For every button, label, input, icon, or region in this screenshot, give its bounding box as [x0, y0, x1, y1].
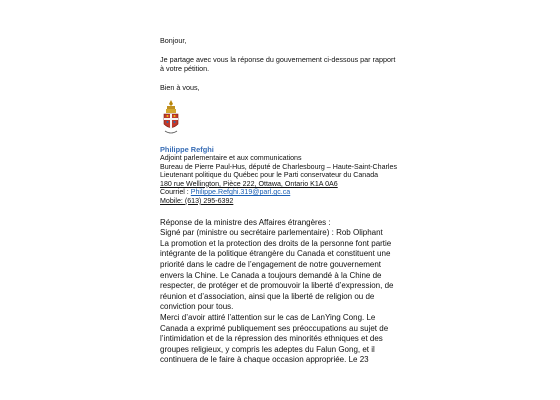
signature-role: Lieutenant politique du Québec pour le Parti conservateur du Canada — [160, 171, 379, 180]
response-paragraph-1: La promotion et la protection des droits de la personne font partie intégrante de la politique étrangère du Canada et constituent une priorité dans le cadre de l’engagement de notre gouvernement envers la Chine. Le Canada a toujours demandé à la Chine de respecter, de protéger et de promouvoir la liberté d’expression, de réunion et d’association, ainsi que la liberté de religion ou de conviction pour tous. — [160, 238, 394, 312]
email-link[interactable]: Philippe.Refghi.319@parl.gc.ca — [190, 188, 291, 197]
signature-mobile: Mobile: (613) 295-6392 — [160, 196, 234, 205]
closing: Bien à vous, — [160, 83, 200, 92]
signature-office: Bureau de Pierre Paul-Hus, député de Charlesbourg – Haute-Saint-Charles — [160, 162, 397, 171]
signature-address: 180 rue Wellington, Pièce 222, Ottawa, Ontario K1A 0A6 — [160, 179, 338, 188]
intro-text: Je partage avec vous la réponse du gouvernement ci-dessous par rapport à votre pétition. — [160, 55, 396, 73]
email-body — [160, 36, 400, 366]
greeting: Bonjour, — [160, 36, 187, 45]
signature-title: Adjoint parlementaire et aux communications — [160, 154, 302, 162]
response-paragraph-2: Merci d’avoir attiré l’attention sur le cas de LanYing Cong. Le Canada a exprimé publiquement ses préoccupations au sujet de l’intimidation et de la répression des minorités ethniques et des groupes religieux, y compris les adeptes du Falun Gong, et il continuera de le faire à chaque occasion appropriée. Le 23 — [160, 312, 389, 365]
response-heading: Réponse de la ministre des Affaires étrangères : — [160, 217, 331, 227]
signature-name: Philippe Refghi — [160, 145, 214, 154]
response-signed-by: Signé par (ministre ou secrétaire parlementaire) : Rob Oliphant — [160, 228, 383, 238]
house-of-commons-crest-icon — [160, 98, 182, 138]
email-label: Courriel : — [160, 188, 191, 197]
signature-email-line — [160, 188, 400, 197]
